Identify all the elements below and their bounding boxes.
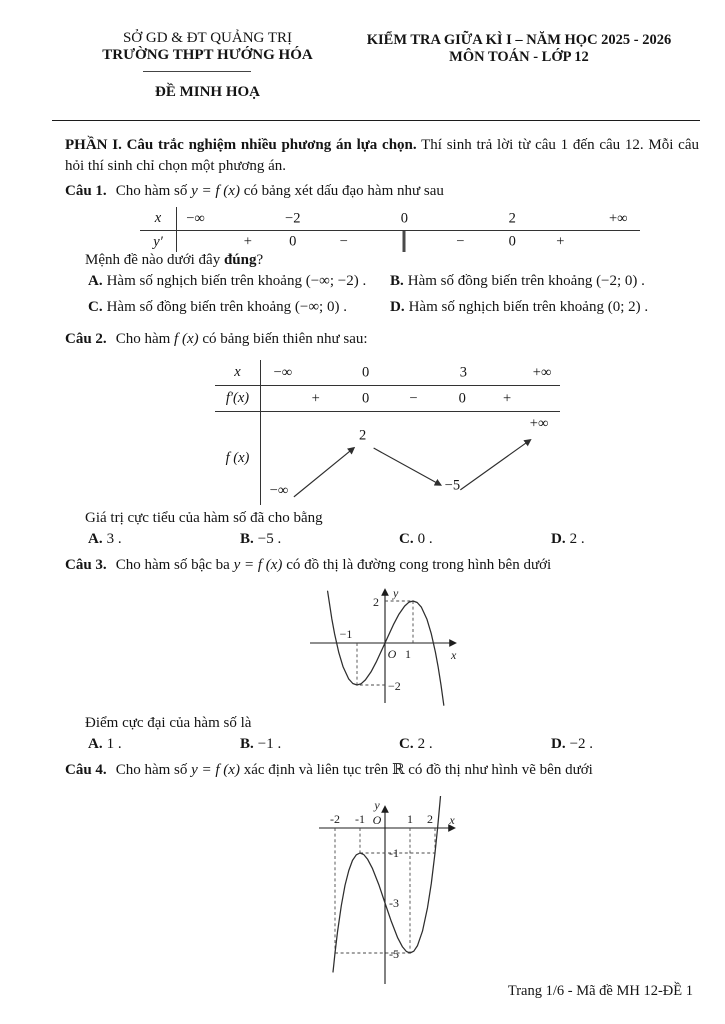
q1-option-c: C. Hàm số đồng biến trên khoảng (−∞; 0) . — [88, 299, 347, 315]
school-name: TRƯỜNG THPT HƯỚNG HÓA — [102, 47, 313, 63]
x-axis-label: x — [451, 648, 457, 662]
tick-x2: 2 — [427, 812, 433, 826]
department-name: SỞ GD & ĐT QUẢNG TRỊ — [122, 30, 293, 46]
part1-intro — [65, 135, 699, 177]
dashed-max-lines — [385, 601, 413, 643]
origin-label: O — [387, 647, 397, 661]
q1-table-x-values — [176, 207, 640, 230]
q2-table-fprime-label: f′(x) — [225, 390, 250, 406]
tick-y-3: -3 — [389, 896, 399, 910]
q2-table-row-x — [215, 360, 560, 386]
q2-stem-post: có bảng biến thiên như sau: — [198, 331, 368, 347]
tick-ymin: −2 — [388, 679, 401, 693]
q3-stem-pre: Cho hàm số bậc ba — [115, 557, 234, 573]
q3-option-d: D. −2 . — [551, 736, 594, 752]
q1-prompt-pre: Mệnh đề nào dưới đây — [85, 252, 224, 268]
q2-table-row-fprime — [215, 386, 560, 412]
q1-table-row-x — [140, 207, 640, 231]
q2-sign: + — [311, 390, 320, 406]
q2-option-b: B. −5 . — [240, 531, 282, 547]
q1-label: Câu 1. — [65, 183, 107, 199]
q2-sign: − — [409, 390, 418, 406]
q2-table-f-values — [260, 412, 560, 505]
q1-x-val: 0 — [400, 210, 408, 226]
tick-y-1: -1 — [389, 846, 399, 860]
arrow-up-1 — [294, 448, 354, 497]
tick-x-2: -2 — [330, 812, 340, 826]
q2-f-start: −∞ — [269, 482, 289, 499]
q2-label: Câu 2. — [65, 331, 107, 347]
q2-option-c: C. 0 . — [399, 531, 433, 547]
tick-ymax: 2 — [373, 595, 379, 609]
q1-x-val: +∞ — [608, 210, 628, 226]
y-axis-label: y — [374, 798, 380, 812]
tick-x1: 1 — [407, 812, 413, 826]
y-axis-label: y — [393, 586, 399, 600]
origin-label: O — [372, 813, 382, 827]
dashed-min-lines — [357, 643, 385, 685]
q1-sign: 0 — [289, 233, 297, 249]
q2-table-x-values — [260, 360, 560, 385]
q4-stem — [65, 760, 593, 779]
q2-x-val: 0 — [362, 364, 370, 380]
q1-undefined-bar — [403, 231, 406, 252]
q4-stem-pre: Cho hàm số — [115, 762, 192, 778]
q1-prompt-bold: đúng — [223, 252, 257, 268]
page-footer: Trang 1/6 - Mã đề MH 12-ĐỀ 1 — [507, 983, 693, 999]
q1-table-yprime-label: y′ — [153, 234, 163, 250]
q1-option-a: A. Hàm số nghịch biến trên khoảng (−∞; −2) . — [88, 273, 367, 289]
q1-sign: 0 — [508, 233, 516, 249]
q1-option-b: B. Hàm số đồng biến trên khoảng (−2; 0) . — [390, 273, 645, 289]
q2-sign: + — [502, 390, 512, 406]
q2-variation-table — [215, 360, 560, 505]
q3-option-b: B. −1 . — [240, 736, 282, 752]
q1-stem — [65, 183, 444, 200]
q2-sign: 0 — [362, 390, 370, 406]
cubic-curve — [333, 796, 441, 972]
tick-xmin: −1 — [339, 627, 353, 641]
x-axis-label: x — [449, 813, 455, 827]
q2-x-val: +∞ — [532, 364, 552, 380]
header-right-block — [333, 32, 705, 66]
exam-title: KIỂM TRA GIỮA KÌ I – NĂM HỌC 2025 - 2026 — [366, 32, 672, 48]
q3-graph — [300, 581, 470, 709]
q2-option-d: D. 2 . — [551, 531, 585, 547]
q1-sign: − — [456, 233, 465, 249]
q1-sign: + — [243, 233, 252, 249]
q2-f-max: 2 — [359, 427, 367, 444]
arrow-down — [374, 448, 441, 485]
q2-option-a: A. 3 . — [88, 531, 122, 547]
q2-stem-math: f (x) — [174, 331, 199, 347]
q1-x-val: −∞ — [186, 210, 205, 226]
q1-x-val: −2 — [285, 210, 301, 226]
q4-stem-math: y = f (x) — [191, 762, 240, 778]
q3-stem-math: y = f (x) — [233, 557, 283, 573]
tick-y-5: -5 — [389, 947, 399, 961]
part1-instructions: Thí sinh trả lời từ câu 1 đến câu 12. Mỗi câu hỏi thí sinh chỉ chọn một phương án. — [65, 137, 699, 174]
q2-x-val: −∞ — [273, 364, 293, 380]
q4-stem-post: xác định và liên tục trên ℝ có đồ thị như hình vẽ bên dưới — [239, 762, 593, 778]
exam-subject: MÔN TOÁN - LỚP 12 — [449, 49, 589, 65]
q1-table-row-yprime — [140, 231, 640, 252]
q1-sign: − — [339, 233, 348, 249]
tick-x-1: -1 — [355, 812, 365, 826]
q1-sign-table — [140, 207, 640, 252]
q1-sign: + — [556, 233, 565, 249]
q1-stem-math: y = f (x) — [191, 183, 240, 199]
q2-prompt: Giá trị cực tiểu của hàm số đã cho bằng — [85, 510, 323, 526]
q3-stem-post: có đồ thị là đường cong trong hình bên dưới — [282, 557, 552, 573]
q2-f-end: +∞ — [529, 415, 549, 432]
header-divider — [52, 120, 700, 121]
q1-option-d: D. Hàm số nghịch biến trên khoảng (0; 2) . — [390, 299, 649, 315]
q2-f-min: −5 — [444, 477, 461, 494]
q1-x-val: 2 — [508, 210, 516, 226]
school-underline — [143, 71, 251, 72]
q2-variation-arrows — [261, 412, 560, 505]
q2-table-row-f — [215, 412, 560, 505]
q1-table-signs — [176, 231, 640, 252]
tick-xmax: 1 — [405, 647, 411, 661]
part1-heading: PHẦN I. Câu trắc nghiệm nhiều phương án lựa chọn. — [65, 137, 417, 153]
q2-table-signs — [260, 386, 560, 411]
q1-prompt — [85, 252, 263, 269]
cubic-curve — [328, 591, 444, 705]
q1-stem-post: có bảng xét dấu đạo hàm như sau — [239, 183, 444, 199]
q1-stem-pre: Cho hàm số — [115, 183, 192, 199]
q2-table-x-label: x — [234, 364, 241, 380]
header-left-block — [95, 30, 320, 64]
q3-option-c: C. 2 . — [399, 736, 433, 752]
q3-label: Câu 3. — [65, 557, 107, 573]
q3-prompt: Điểm cực đại của hàm số là — [85, 715, 252, 731]
q2-stem — [65, 331, 368, 348]
exam-type-label: ĐỀ MINH HOẠ — [155, 84, 260, 100]
q4-label: Câu 4. — [65, 762, 107, 778]
q2-sign: 0 — [458, 390, 466, 406]
q1-prompt-post: ? — [256, 252, 264, 268]
arrow-up-2 — [460, 440, 530, 490]
q3-stem — [65, 557, 551, 574]
q2-table-f-label: f (x) — [225, 450, 250, 466]
q3-option-a: A. 1 . — [88, 736, 122, 752]
q2-x-val: 3 — [459, 364, 468, 380]
q4-graph — [313, 796, 463, 988]
q2-stem-pre: Cho hàm — [115, 331, 175, 347]
q1-table-x-label: x — [154, 210, 162, 226]
